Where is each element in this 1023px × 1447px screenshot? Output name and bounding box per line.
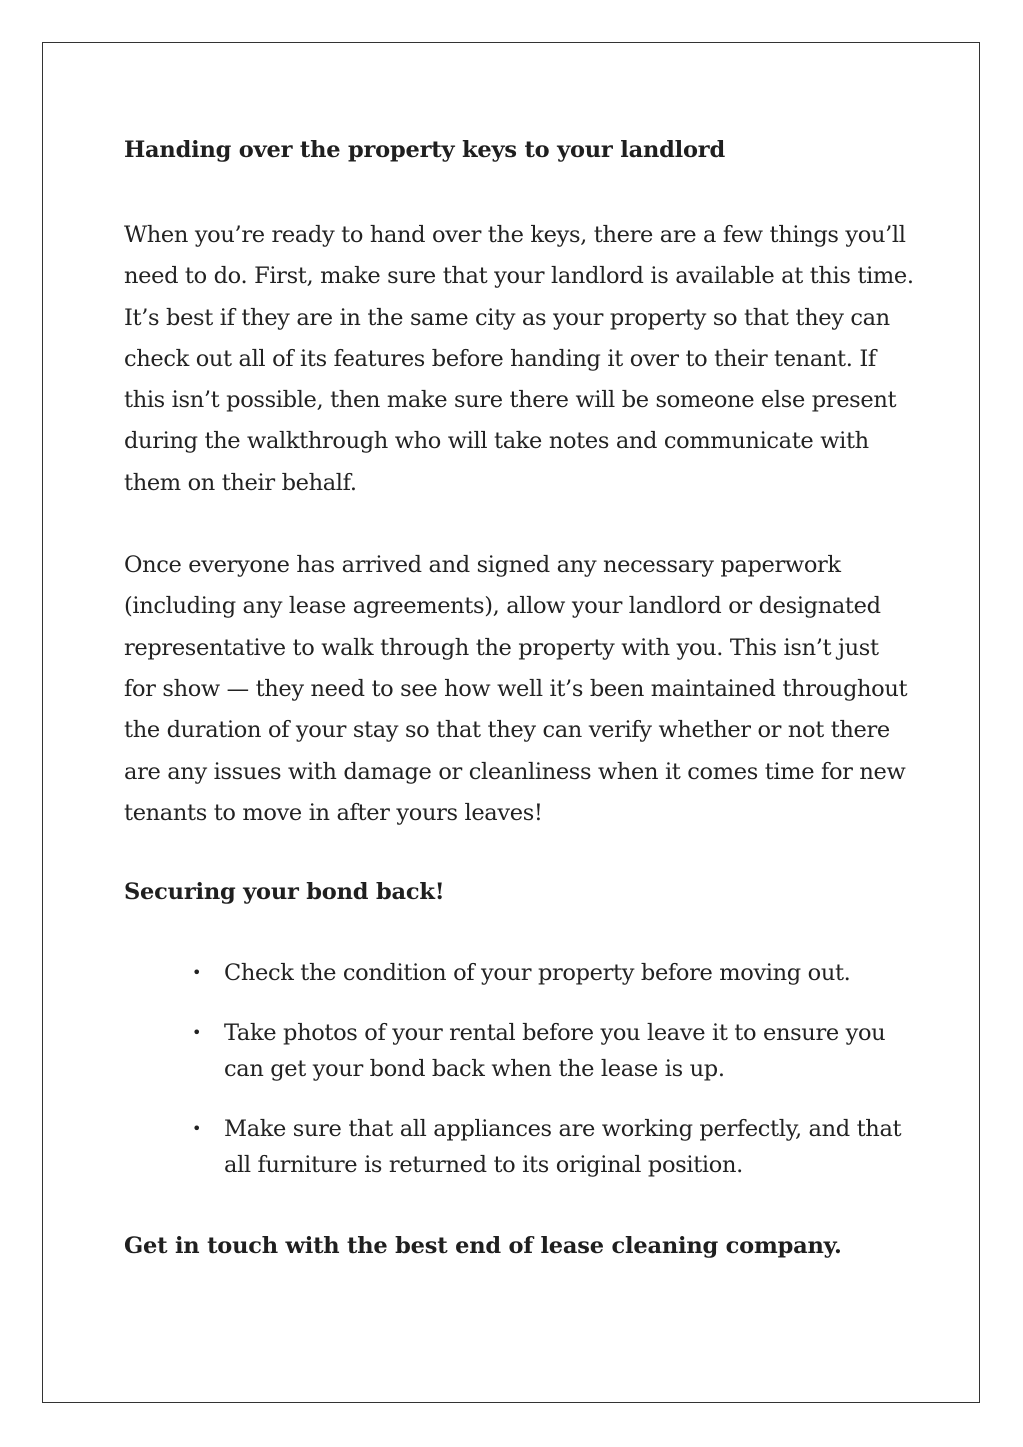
list-item <box>192 955 914 991</box>
closing-heading: Get in touch with the best end of lease cleaning company. <box>124 1233 842 1260</box>
bond-checklist <box>124 955 914 1183</box>
section-heading-handover: Handing over the property keys to your landlord <box>124 137 725 163</box>
document-content <box>124 133 914 1263</box>
list-item-text: Make sure that all appliances are working perfectly, and that all furniture is returned to its original position. <box>224 1116 902 1179</box>
list-item <box>192 1015 914 1087</box>
bullet-icon: • <box>192 963 202 983</box>
bullet-icon: • <box>192 1119 202 1139</box>
bullet-icon: • <box>192 1023 202 1043</box>
paragraph-walkthrough: Once everyone has arrived and signed any necessary paperwork (including any lease agreements), allow your landlord or designated representative to walk through the property with you. This isn’t just for show — they need to see how well it’s been maintained throughout the duration of your stay so that they can verify whether or not there are any issues with damage or cleanliness when it comes time for new tenants to move in after yours leaves! <box>124 552 908 826</box>
section-heading-bond: Securing your bond back! <box>124 879 445 906</box>
list-item-text: Take photos of your rental before you leave it to ensure you can get your bond back when the lease is up. <box>224 1020 886 1083</box>
paragraph-handover-keys: When you’re ready to hand over the keys, there are a few things you’ll need to do. First, make sure that your landlord is available at this time. It’s best if they are in the same city as your property so that they can check out all of its features before handing it over to their tenant. If this isn’t possible, then make sure there will be someone else present during the walkthrough who will take notes and communicate with them on their behalf. <box>124 222 914 496</box>
list-item-text: Check the condition of your property before moving out. <box>224 960 851 987</box>
list-item <box>192 1111 914 1183</box>
